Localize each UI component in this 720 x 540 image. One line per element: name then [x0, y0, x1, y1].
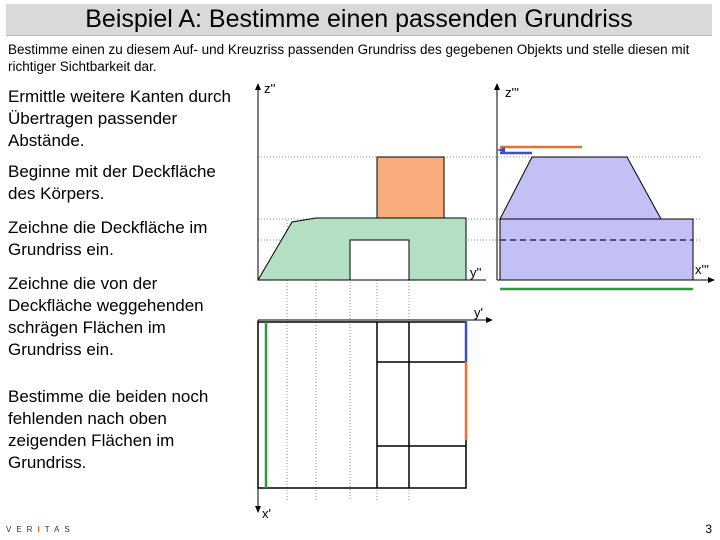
coordinate-axes: [258, 86, 712, 510]
axis-label-x1: x': [262, 506, 271, 521]
axis-label-z2: z'': [264, 81, 276, 96]
axis-label-y1: y': [474, 305, 483, 320]
step-5-text: Bestimme die beiden noch fehlenden nach oben zeigenden Flächen im Grundriss.: [8, 387, 209, 472]
side-view-base-face: [500, 219, 693, 280]
step-4-text: Zeichne die von der Deckfläche weggehenden schrägen Flächen im Grundriss ein.: [8, 274, 204, 359]
axis-label-z3: z''': [505, 85, 519, 100]
axis-label-x3: x''': [695, 262, 709, 277]
task-description: Bestimme einen zu diesem Auf- und Kreuzriss passenden Grundriss des gegebenen Objekts und stelle diesen mit richtiger Sichtbarkeit dar.: [8, 42, 690, 74]
step-1-text: Ermittle weitere Kanten durch Übertragen passender Abstände.: [8, 87, 231, 150]
front-view-cutout: [350, 240, 409, 280]
page-number: 3: [705, 522, 712, 536]
top-view-outline: [258, 322, 466, 488]
step-3-text: Zeichne die Deckfläche im Grundriss ein.: [8, 218, 208, 259]
step-2-text: Beginne mit der Deckfläche des Körpers.: [8, 162, 216, 203]
slide-title: Beispiel A: Bestimme einen passenden Grundriss: [85, 5, 633, 33]
veritas-logo: VERITAS: [6, 525, 75, 534]
axis-label-y2: y'': [470, 265, 482, 280]
top-view-frame: [258, 322, 466, 488]
front-view-top-block: [377, 157, 444, 218]
side-view-trapezoid-face: [500, 157, 661, 219]
